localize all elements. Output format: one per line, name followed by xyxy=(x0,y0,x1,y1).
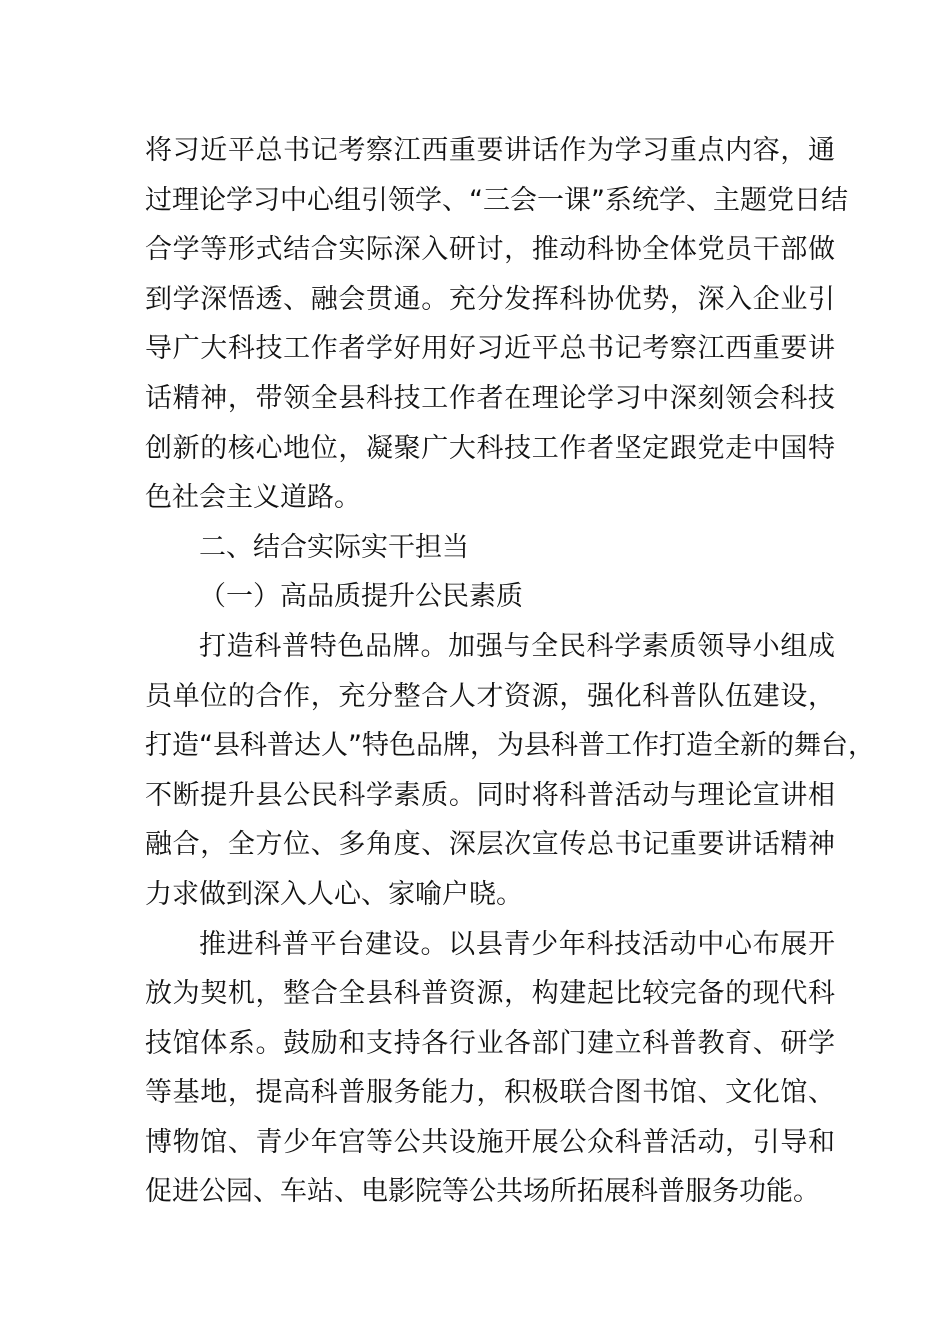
text-line: 放为契机，整合全县科普资源，构建起比较完备的现代科 xyxy=(145,978,835,1010)
document-body xyxy=(145,126,875,1217)
text-line: 合学等形式结合实际深入研讨，推动科协全体党员干部做 xyxy=(145,234,835,266)
paragraph-science-platform xyxy=(145,920,835,1218)
text-line: 等基地，提高科普服务能力，积极联合图书馆、文化馆、 xyxy=(145,1077,835,1109)
text-line: 将习近平总书记考察江西重要讲话作为学习重点内容，通 xyxy=(145,135,835,166)
text-line: 过理论学习中心组引领学、“三会一课”系统学、主题党日结 xyxy=(145,184,848,216)
paragraph-study-focus xyxy=(145,126,848,523)
text-line: 打造科普特色品牌。加强与全民科学素质领导小组成 xyxy=(199,630,835,662)
heading-text: 二、结合实际实干担当 xyxy=(199,531,469,563)
text-line: 技馆体系。鼓励和支持各行业各部门建立科普教育、研学 xyxy=(145,1027,835,1059)
text-line: 融合，全方位、多角度、深层次宣传总书记重要讲话精神 xyxy=(145,829,835,861)
text-line: 不断提升县公民科学素质。同时将科普活动与理论宣讲相 xyxy=(145,779,835,811)
text-line: 力求做到深入人心、家喻户晓。 xyxy=(145,878,523,910)
text-line: 促进公园、车站、电影院等公共场所拓展科普服务功能。 xyxy=(145,1176,820,1208)
section-heading xyxy=(145,523,835,573)
text-line: 博物馆、青少年宫等公共设施开展公众科普活动，引导和 xyxy=(145,1126,835,1158)
text-line: 导广大科技工作者学好用好习近平总书记考察江西重要讲 xyxy=(145,333,835,365)
subsection-heading xyxy=(145,572,835,622)
text-line: 打造“县科普达人”特色品牌，为县科普工作打造全新的舞台， xyxy=(145,730,875,762)
paragraph-science-brand xyxy=(145,622,875,920)
text-line: 色社会主义道路。 xyxy=(145,482,361,514)
text-line: 推进科普平台建设。以县青少年科技活动中心布展开 xyxy=(199,928,835,960)
text-line: 到学深悟透、融会贯通。充分发挥科协优势，深入企业引 xyxy=(145,283,835,315)
subheading-text: （一）高品质提升公民素质 xyxy=(199,581,523,613)
text-line: 创新的核心地位，凝聚广大科技工作者坚定跟党走中国特 xyxy=(145,432,835,464)
text-line: 员单位的合作，充分整合人才资源，强化科普队伍建设， xyxy=(145,680,835,712)
text-line: 话精神，带领全县科技工作者在理论学习中深刻领会科技 xyxy=(145,382,835,414)
